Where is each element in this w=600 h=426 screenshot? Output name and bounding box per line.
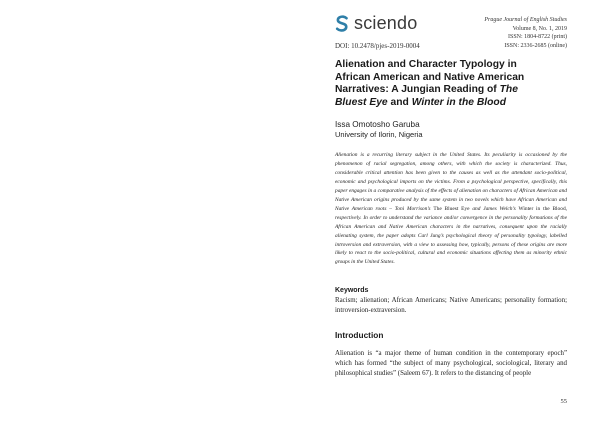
keywords-text: Racism; alienation; African Americans; Native Americans; personality formation; introversion-extraversion. <box>335 297 567 314</box>
sciendo-s-mark-icon <box>335 15 349 32</box>
issn-online: ISSN: 2336-2685 (online) <box>504 42 567 49</box>
logo-text: sciendo <box>354 13 418 33</box>
introduction-text: Alienation is “a major theme of human condition in the contemporary epoch” which has formed “the subject of many psychological, sociological, literary and philosophical studies” (Saleem 67). It refers to the distancing of people <box>335 350 567 378</box>
page-number: 55 <box>560 398 567 405</box>
publisher-logo <box>335 14 417 32</box>
abstract <box>335 151 567 267</box>
doi-label: DOI: 10.2478/pjes-2019-0004 <box>335 42 420 50</box>
author-affiliation: University of Ilorin, Nigeria <box>335 130 423 139</box>
abstract-title-bluest-eye: The Bluest Eye <box>433 205 470 212</box>
title-italic-bluest-eye: Bluest Eye <box>335 96 388 108</box>
title-line-3: Narratives: A Jungian Reading of <box>335 84 497 96</box>
journal-name: Prague Journal of English Studies <box>484 17 567 23</box>
abstract-part-3: , respectively. In order to understand the variance and/or convergence in the personality formations of the African American and Native American characters in the narratives, consequent upon the racially alienating system, the paper adopts Carl Jung’s psychological theory of personality typology, labelled introversion and extraversion, with a view to assessing how, typically, persons of these origins are more likely to react to the socio-political, cultural and economic situations affecting them as minority ethnic groups in the United States. <box>335 205 568 266</box>
title-line-1: Alienation and Character Typology in <box>335 59 517 70</box>
title-italic-the: The <box>499 84 518 96</box>
introduction-heading: Introduction <box>335 330 384 340</box>
title-italic-winter: Winter in the Blood <box>411 96 507 108</box>
journal-volume: Volume 8, No. 1, 2019 <box>512 25 567 32</box>
abstract-part-1: Alienation is a recurring literary subject in the United States. Its peculiarity is occasioned by the phenomenon of racial segregation, among others, with which the society is characterized. Thus, considerable critical attention has been given to the causes as well as the attendant socio-political, economic and psychological imports on the victims. From a psychological perspective, specifically, this paper engages in a comparative analysis of the effects of alienation on characters of African American and Native American origins produced by the same system in two novels which have African American and Native American roots – Toni Morrison’s <box>335 152 567 212</box>
abstract-title-winter: Winter in the Blood <box>518 205 566 212</box>
keywords-heading: Keywords <box>335 287 369 294</box>
author-name: Issa Omotosho Garuba <box>335 120 420 129</box>
title-line-2: African American and Native American <box>335 71 525 83</box>
article-title <box>335 59 575 109</box>
abstract-part-2: and James Welch’s <box>469 205 519 212</box>
issn-print: ISSN: 1804-8722 (print) <box>508 34 567 41</box>
journal-info <box>484 16 567 50</box>
title-and: and <box>390 96 409 108</box>
